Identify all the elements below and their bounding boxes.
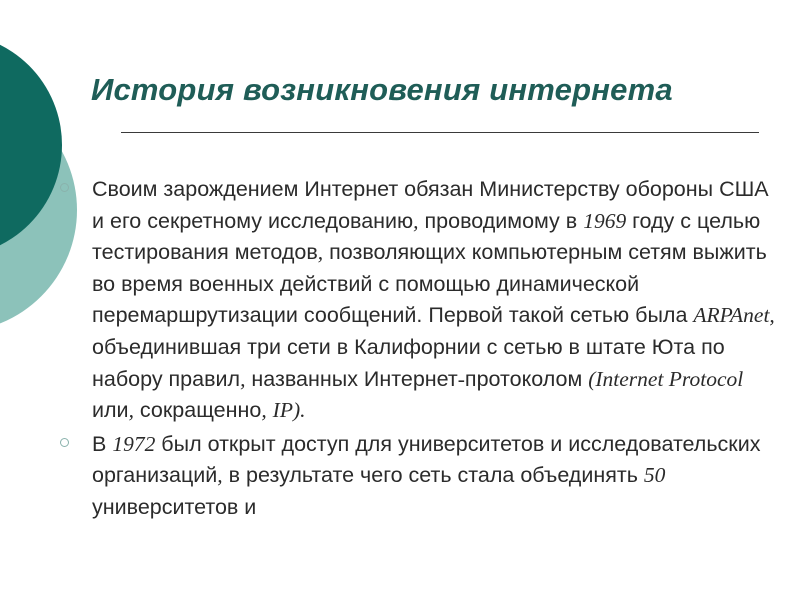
bullet-ring-icon xyxy=(60,438,69,447)
text-run-italic: , xyxy=(240,366,246,391)
bullet-text xyxy=(92,429,782,524)
slide-title: История возникновения интернета xyxy=(91,72,673,107)
year-1972: 1972 xyxy=(112,431,156,456)
text-run-italic: - xyxy=(457,366,465,391)
bullet-item-2 xyxy=(0,429,800,524)
ip-term: IP). xyxy=(272,398,306,423)
text-run-italic: , xyxy=(317,240,324,265)
title-underline-rule xyxy=(121,132,759,133)
internet-protocol-term: (Internet Protocol xyxy=(588,366,744,391)
text-run-italic: , xyxy=(413,208,419,233)
text-run: протоколом xyxy=(464,366,589,391)
text-run-italic: , xyxy=(128,398,134,423)
text-run: объединившая три сети в Калифорнии с сетью в штате Юта по набору правил xyxy=(92,334,725,391)
text-run: был открыт доступ для университетов и исследовательских организаций xyxy=(92,431,761,488)
bullet-item-1 xyxy=(0,174,800,427)
arpanet-term: ARPAnet, xyxy=(693,303,775,328)
text-run: проводимому в xyxy=(418,208,584,233)
bullet-ring-icon xyxy=(60,183,69,192)
year-1969: 1969 xyxy=(583,208,627,233)
text-run: году с целью тестирования методов xyxy=(92,208,761,265)
text-run-italic: , xyxy=(217,463,223,488)
text-run-italic: , xyxy=(261,398,267,423)
text-run: Своим зарождением Интернет обязан Министерству обороны США и его секретному исследованию xyxy=(92,177,769,233)
text-run: позволяющих компьютерным сетям выжить во время военных действий с помощью динамической перемаршрутизации сообщений. Первой такой сетью была xyxy=(92,240,767,328)
number-50: 50 xyxy=(643,463,666,488)
text-run: в результате чего сеть стала объединять xyxy=(222,463,644,488)
text-run: сокращенно xyxy=(133,398,262,423)
slide-body xyxy=(0,174,800,526)
bullet-text xyxy=(92,174,782,427)
text-run: В xyxy=(92,431,113,456)
text-run: или xyxy=(92,398,129,423)
text-run: названных Интернет xyxy=(245,366,458,391)
text-run: университетов и xyxy=(92,494,257,519)
